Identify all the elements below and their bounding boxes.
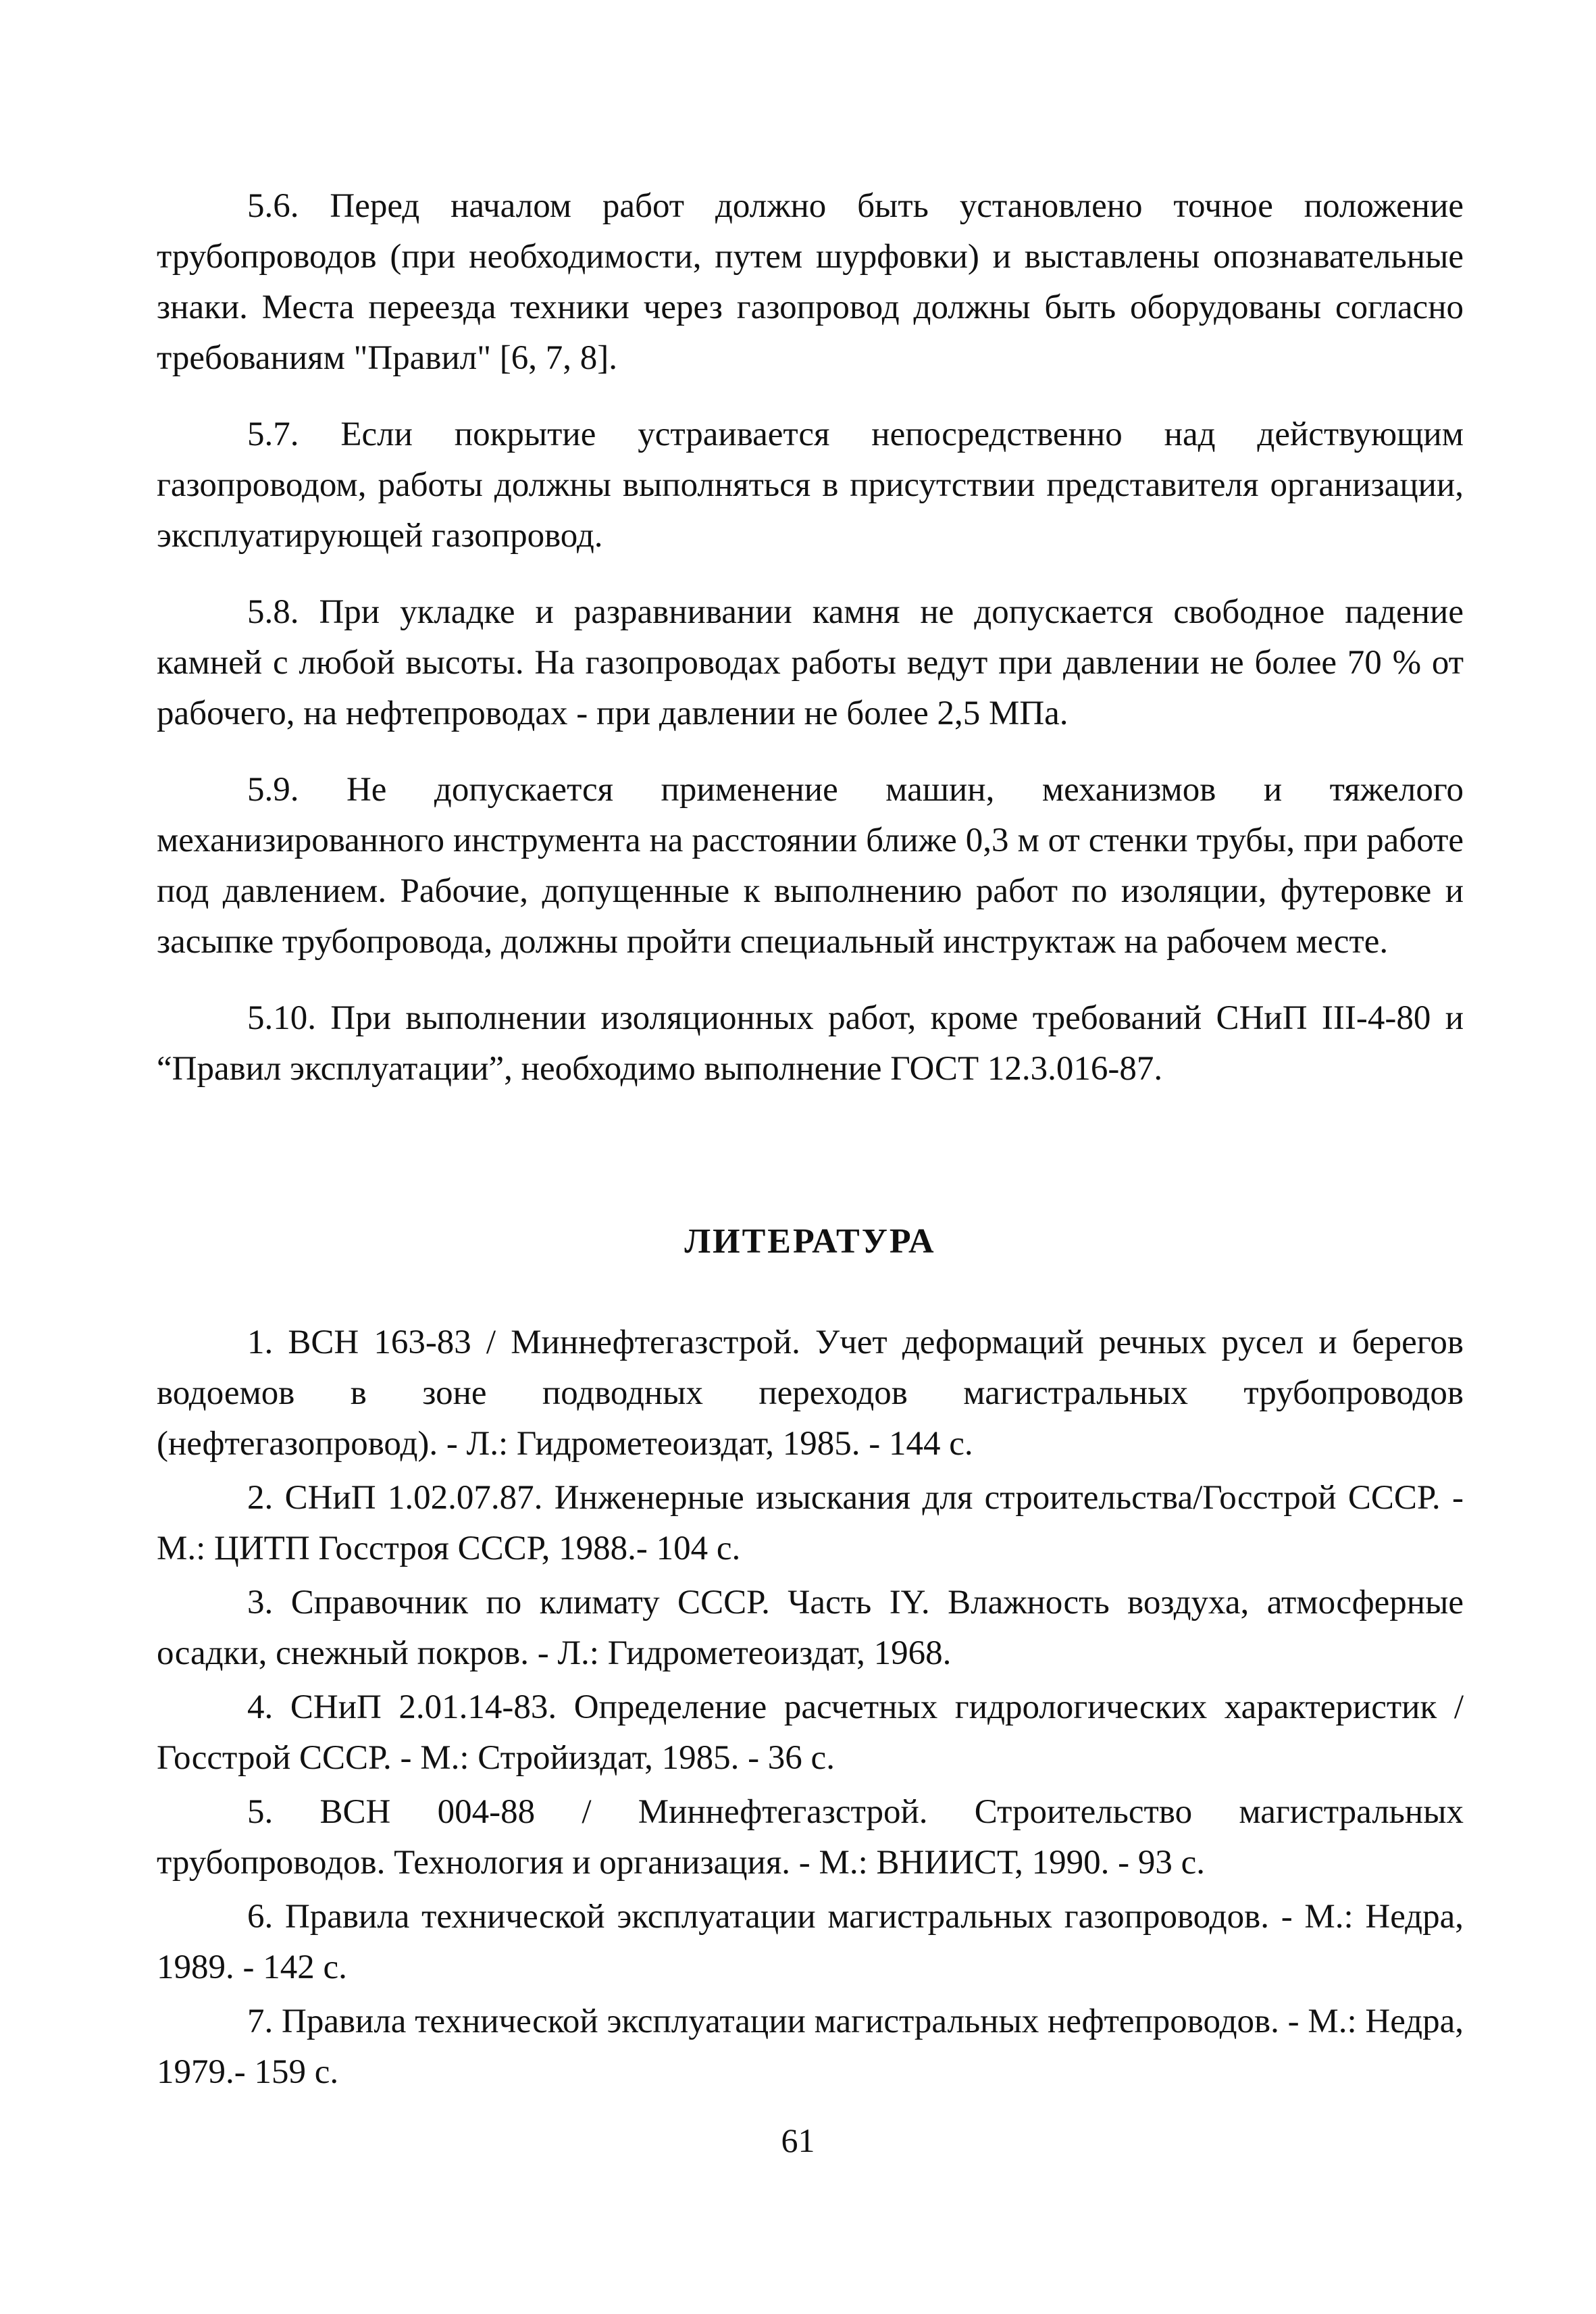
page-number: 61 <box>781 2121 815 2159</box>
reference-3: 3. Справочник по климату СССР. Часть IY. Влажность воздуха, атмосферные осадки, снежный покров. - Л.: Гидрометеоиздат, 1968. <box>157 1584 1464 1672</box>
page-content <box>157 181 1464 2101</box>
reference-4: 4. СНиП 2.01.14-83. Определение расчетных гидрологических характеристик / Госстрой СССР. - М.: Стройиздат, 1985. - 36 с. <box>157 1688 1464 1777</box>
section-5-10: 5.10. При выполнении изоляционных работ, кроме требований СНиП III-4-80 и “Правил эксплуатации”, необходимо выполнение ГОСТ 12.3.016-87. <box>157 999 1464 1088</box>
section-5-8: 5.8. При укладке и разравнивании камня не допускается свободное падение камней с любой высоты. На газопроводах работы ведут при давлении не более 70 % от рабочего, на нефтепроводах - при давлении не более 2,5 МПа. <box>157 593 1464 732</box>
section-5-6: 5.6. Перед началом работ должно быть установлено точное положение трубопроводов (при необходимости, путем шурфовки) и выставлены опознавательные знаки. Места переезда техники через газопровод должны быть оборудованы согласно требованиям "Правил" [6, 7, 8]. <box>157 187 1464 377</box>
section-5-9: 5.9. Не допускается применение машин, механизмов и тяжелого механизированного инструмента на расстоянии ближе 0,3 м от стенки трубы, при работе под давлением. Рабочие, допущенные к выполнению работ по изоляции, футеровке и засыпке трубопровода, должны пройти специальный инструктаж на рабочем месте. <box>157 771 1464 961</box>
section-5-7: 5.7. Если покрытие устраивается непосредственно над действующим газопроводом, работы должны выполняться в присутствии представителя организации, эксплуатирующей газопровод. <box>157 416 1464 555</box>
literature-heading: ЛИТЕРАТУРА <box>684 1222 936 1261</box>
reference-5: 5. ВСН 004-88 / Миннефтегазстрой. Строительство магистральных трубопроводов. Технология и организация. - М.: ВНИИСТ, 1990. - 93 с. <box>157 1793 1464 1882</box>
reference-2: 2. СНиП 1.02.07.87. Инженерные изыскания для строительства/Госстрой СССР. - М.: ЦИТП Госстроя СССР, 1988.- 104 с. <box>157 1479 1464 1567</box>
reference-1: 1. ВСН 163-83 / Миннефтегазстрой. Учет деформаций речных русел и берегов водоемов в зоне подводных переходов магистральных трубопроводов (нефтегазопровод). - Л.: Гидрометеоиздат, 1985. - 144 с. <box>157 1324 1464 1463</box>
reference-7: 7. Правила технической эксплуатации магистральных нефтепроводов. - М.: Недра, 1979.- 159 с. <box>157 2003 1464 2091</box>
reference-6: 6. Правила технической эксплуатации магистральных газопроводов. - М.: Недра, 1989. - 142 с. <box>157 1898 1464 1986</box>
